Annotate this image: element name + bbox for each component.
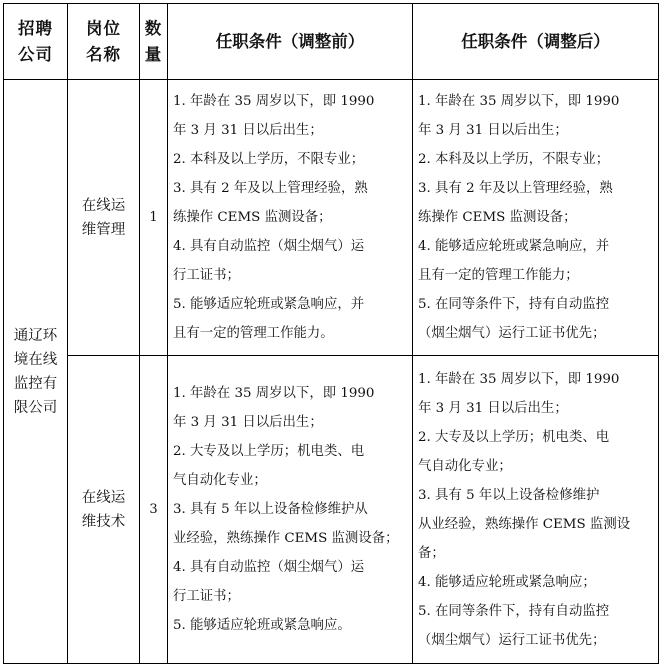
condition-line: 从业经验，熟练操作 CEMS 监测设 xyxy=(418,516,631,532)
conditions-before-header: 任职条件（调整前） xyxy=(168,4,413,80)
condition-line: 4. 具有自动监控（烟尘烟气）运 xyxy=(173,239,365,254)
condition-line: 练操作 CEMS 监测设备； xyxy=(418,210,577,225)
condition-line: 2. 大专及以上学历；机电类、电 xyxy=(173,444,365,459)
condition-line: 2. 本科及以上学历，不限专业； xyxy=(418,152,610,167)
condition-line: 年 3 月 31 日以后出生； xyxy=(418,400,568,416)
conditions-before xyxy=(168,80,413,356)
position-name: 在线运 维管理 xyxy=(68,80,140,356)
condition-line: 练操作 CEMS 监测设备； xyxy=(173,210,332,225)
conditions-after xyxy=(413,356,659,664)
conditions-after xyxy=(413,80,659,356)
condition-line: 年 3 月 31 日以后出生； xyxy=(173,415,323,430)
position-name: 在线运 维技术 xyxy=(68,356,140,664)
condition-line: 3. 具有 2 年及以上管理经验，熟 xyxy=(418,181,613,196)
condition-line: 3. 具有 5 年以上设备检修维护从 xyxy=(173,502,368,517)
condition-line: （烟尘烟气）运行工证书优先； xyxy=(418,632,606,648)
conditions-after-header: 任职条件（调整后） xyxy=(413,4,659,80)
condition-line: 5. 能够适应轮班或紧急响应，并 xyxy=(173,297,365,312)
company-name: 通辽环 境在线 监控有 限公司 xyxy=(4,80,68,664)
company-header: 招聘 公司 xyxy=(4,4,68,80)
condition-line: 3. 具有 5 年以上设备检修维护 xyxy=(418,487,600,503)
condition-line: 行工证书； xyxy=(173,589,240,604)
condition-line: 气自动化专业； xyxy=(418,458,512,474)
condition-line: 5. 在同等条件下，持有自动监控 xyxy=(418,297,610,312)
condition-line: 4. 能够适应轮班或紧急响应，并 xyxy=(418,239,610,254)
position-count: 3 xyxy=(140,356,168,664)
condition-line: 行工证书； xyxy=(173,268,240,283)
condition-line: 5. 在同等条件下，持有自动监控 xyxy=(418,603,610,619)
condition-line: 2. 本科及以上学历，不限专业； xyxy=(173,152,365,167)
condition-line: 年 3 月 31 日以后出生； xyxy=(418,123,568,138)
position-count: 1 xyxy=(140,80,168,356)
condition-line: 业经验，熟练操作 CEMS 监测设备； xyxy=(173,531,399,546)
conditions-before xyxy=(168,356,413,664)
count-header: 数 量 xyxy=(140,4,168,80)
condition-line: 1. 年龄在 35 周岁以下，即 1990 xyxy=(173,94,375,109)
condition-line: 且有一定的管理工作能力； xyxy=(418,268,579,283)
table-row xyxy=(4,356,659,664)
header-row xyxy=(4,4,659,80)
recruitment-table xyxy=(3,3,659,664)
condition-line: 年 3 月 31 日以后出生； xyxy=(173,123,323,138)
condition-line: 5. 能够适应轮班或紧急响应。 xyxy=(173,618,351,633)
condition-line: 1. 年龄在 35 周岁以下，即 1990 xyxy=(173,386,375,401)
condition-line: 1. 年龄在 35 周岁以下，即 1990 xyxy=(418,94,620,109)
condition-line: 且有一定的管理工作能力。 xyxy=(173,326,334,341)
condition-line: 2. 大专及以上学历；机电类、电 xyxy=(418,429,610,445)
position-header: 岗位 名称 xyxy=(68,4,140,80)
table-row xyxy=(4,80,659,356)
condition-line: （烟尘烟气）运行工证书优先； xyxy=(418,326,606,341)
condition-line: 3. 具有 2 年及以上管理经验，熟 xyxy=(173,181,368,196)
condition-line: 备； xyxy=(418,545,445,561)
condition-line: 1. 年龄在 35 周岁以下，即 1990 xyxy=(418,371,620,387)
condition-line: 4. 能够适应轮班或紧急响应； xyxy=(418,574,596,590)
condition-line: 4. 具有自动监控（烟尘烟气）运 xyxy=(173,560,365,575)
condition-line: 气自动化专业； xyxy=(173,473,267,488)
